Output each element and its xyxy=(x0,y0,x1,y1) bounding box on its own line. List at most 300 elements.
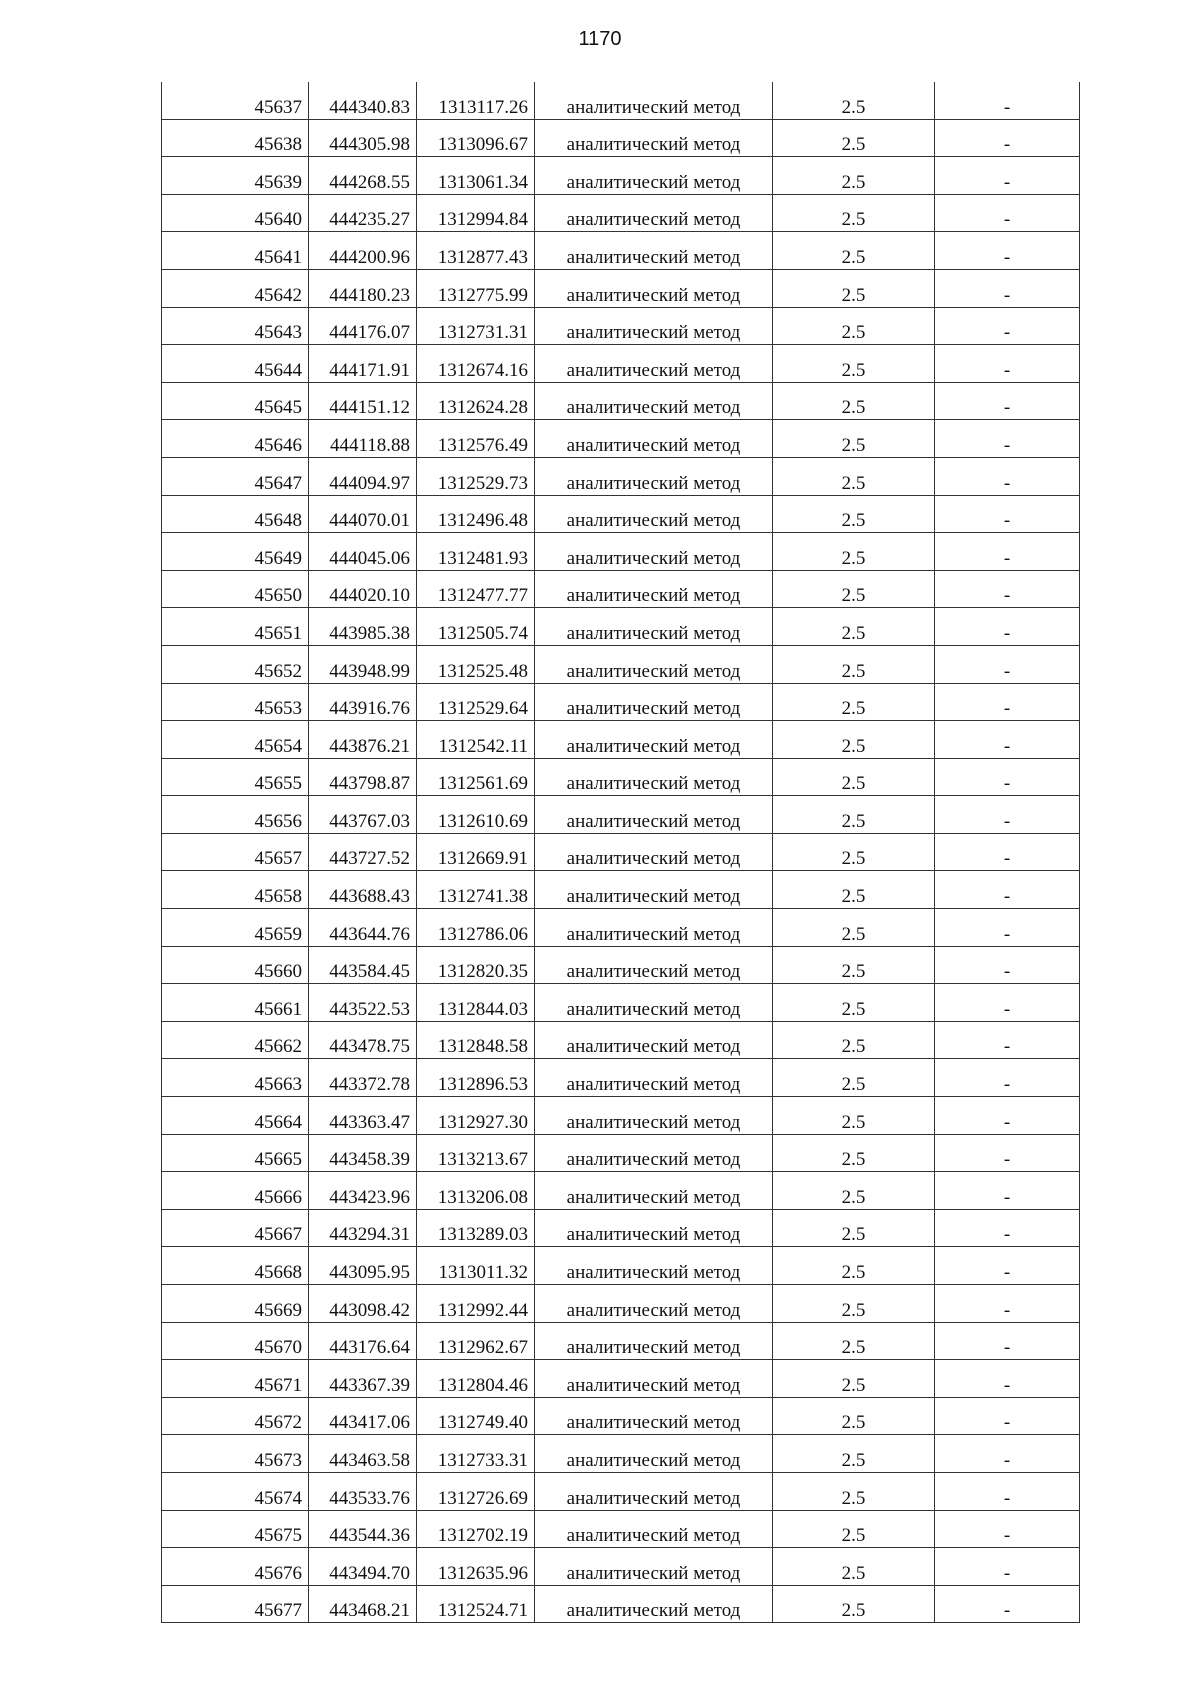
cell-text: - xyxy=(1003,1036,1011,1058)
point-number-cell xyxy=(162,645,309,683)
cell-text: 1313117.26 xyxy=(438,96,528,118)
cell-text: аналитический метод xyxy=(566,1224,741,1246)
method-cell xyxy=(535,946,773,984)
cell-text: 443533.76 xyxy=(329,1487,410,1509)
y-coordinate-cell xyxy=(417,871,535,909)
table-body xyxy=(162,82,1080,1623)
cell-text: 45674 xyxy=(254,1487,302,1509)
cell-text: 1312674.16 xyxy=(437,359,528,381)
accuracy-cell xyxy=(773,345,935,383)
cell-text: 2.5 xyxy=(841,735,866,757)
cell-text: - xyxy=(1003,359,1011,381)
point-number-cell xyxy=(162,345,309,383)
cell-text: - xyxy=(1003,397,1011,419)
cell-text: - xyxy=(1003,1111,1011,1133)
y-coordinate-cell xyxy=(417,382,535,420)
point-number-cell xyxy=(162,269,309,307)
cell-text: 45645 xyxy=(254,397,302,419)
note-cell xyxy=(935,984,1080,1022)
cell-text: 1312496.48 xyxy=(437,510,528,532)
cell-text: 45677 xyxy=(254,1600,302,1622)
y-coordinate-cell xyxy=(417,1360,535,1398)
cell-text: аналитический метод xyxy=(566,810,741,832)
cell-text: 2.5 xyxy=(841,1487,866,1509)
cell-text: 444118.88 xyxy=(329,434,410,456)
point-number-cell xyxy=(162,1548,309,1586)
note-cell xyxy=(935,420,1080,458)
cell-text: аналитический метод xyxy=(566,510,741,532)
cell-text: 45639 xyxy=(254,171,302,193)
accuracy-cell xyxy=(773,1285,935,1323)
cell-text: 2.5 xyxy=(841,134,866,156)
cell-text: - xyxy=(1003,1149,1011,1171)
y-coordinate-cell xyxy=(417,307,535,345)
cell-text: аналитический метод xyxy=(566,547,741,569)
y-coordinate-cell xyxy=(417,608,535,646)
cell-text: 45657 xyxy=(254,848,302,870)
cell-text: 2.5 xyxy=(841,660,866,682)
x-coordinate-cell xyxy=(309,119,417,157)
table-row xyxy=(162,533,1080,571)
cell-text: 443767.03 xyxy=(329,810,410,832)
cell-text: 1312844.03 xyxy=(437,998,528,1020)
y-coordinate-cell xyxy=(417,157,535,195)
cell-text: 45650 xyxy=(254,585,302,607)
cell-text: - xyxy=(1003,322,1011,344)
cell-text: 2.5 xyxy=(841,1036,866,1058)
point-number-cell xyxy=(162,1397,309,1435)
cell-text: аналитический метод xyxy=(566,434,741,456)
cell-text: аналитический метод xyxy=(566,1074,741,1096)
cell-text: - xyxy=(1003,1074,1011,1096)
y-coordinate-cell xyxy=(417,1397,535,1435)
cell-text: 2.5 xyxy=(841,96,866,118)
table-row xyxy=(162,1548,1080,1586)
accuracy-cell xyxy=(773,1059,935,1097)
cell-text: 45643 xyxy=(254,322,302,344)
cell-text: аналитический метод xyxy=(566,1299,741,1321)
cell-text: - xyxy=(1003,735,1011,757)
cell-text: 443463.58 xyxy=(329,1449,410,1471)
x-coordinate-cell xyxy=(309,1285,417,1323)
cell-text: - xyxy=(1003,1224,1011,1246)
x-coordinate-cell xyxy=(309,345,417,383)
table-row xyxy=(162,232,1080,270)
cell-text: аналитический метод xyxy=(566,848,741,870)
cell-text: 443644.76 xyxy=(329,923,410,945)
point-number-cell xyxy=(162,871,309,909)
accuracy-cell xyxy=(773,157,935,195)
table-row xyxy=(162,307,1080,345)
cell-text: 2.5 xyxy=(841,886,866,908)
y-coordinate-cell xyxy=(417,1134,535,1172)
cell-text: 444305.98 xyxy=(329,134,410,156)
method-cell xyxy=(535,345,773,383)
method-cell xyxy=(535,119,773,157)
cell-text: - xyxy=(1003,1374,1011,1396)
method-cell xyxy=(535,457,773,495)
cell-text: 1312481.93 xyxy=(437,547,528,569)
accuracy-cell xyxy=(773,1134,935,1172)
cell-text: 45660 xyxy=(254,961,302,983)
method-cell xyxy=(535,1097,773,1135)
cell-text: аналитический метод xyxy=(566,96,741,118)
y-coordinate-cell xyxy=(417,1472,535,1510)
point-number-cell xyxy=(162,232,309,270)
method-cell xyxy=(535,608,773,646)
cell-text: - xyxy=(1003,134,1011,156)
y-coordinate-cell xyxy=(417,1510,535,1548)
method-cell xyxy=(535,533,773,571)
table-row xyxy=(162,1172,1080,1210)
y-coordinate-cell xyxy=(417,1548,535,1586)
cell-text: - xyxy=(1003,1299,1011,1321)
cell-text: 443468.21 xyxy=(329,1600,410,1622)
point-number-cell xyxy=(162,82,309,119)
x-coordinate-cell xyxy=(309,533,417,571)
y-coordinate-cell xyxy=(417,1322,535,1360)
cell-text: - xyxy=(1003,810,1011,832)
cell-text: 443098.42 xyxy=(329,1299,410,1321)
y-coordinate-cell xyxy=(417,1097,535,1135)
accuracy-cell xyxy=(773,382,935,420)
cell-text: 45669 xyxy=(254,1299,302,1321)
accuracy-cell xyxy=(773,1472,935,1510)
cell-text: 443727.52 xyxy=(329,848,410,870)
y-coordinate-cell xyxy=(417,721,535,759)
point-number-cell xyxy=(162,1435,309,1473)
x-coordinate-cell xyxy=(309,269,417,307)
x-coordinate-cell xyxy=(309,194,417,232)
cell-text: 45663 xyxy=(254,1074,302,1096)
note-cell xyxy=(935,871,1080,909)
table-row xyxy=(162,194,1080,232)
cell-text: - xyxy=(1003,998,1011,1020)
note-cell xyxy=(935,157,1080,195)
cell-text: 45668 xyxy=(254,1262,302,1283)
method-cell xyxy=(535,871,773,909)
x-coordinate-cell xyxy=(309,1435,417,1473)
point-number-cell xyxy=(162,608,309,646)
point-number-cell xyxy=(162,1510,309,1548)
y-coordinate-cell xyxy=(417,1285,535,1323)
accuracy-cell xyxy=(773,871,935,909)
note-cell xyxy=(935,495,1080,533)
cell-text: - xyxy=(1003,472,1011,494)
x-coordinate-cell xyxy=(309,307,417,345)
point-number-cell xyxy=(162,1247,309,1285)
cell-text: 45670 xyxy=(254,1337,302,1359)
cell-text: 443367.39 xyxy=(329,1374,410,1396)
cell-text: 45659 xyxy=(254,923,302,945)
method-cell xyxy=(535,1548,773,1586)
accuracy-cell xyxy=(773,570,935,608)
table-row xyxy=(162,1285,1080,1323)
point-number-cell xyxy=(162,457,309,495)
cell-text: 45672 xyxy=(254,1412,302,1434)
cell-text: 45675 xyxy=(254,1525,302,1547)
cell-text: - xyxy=(1003,622,1011,644)
cell-text: аналитический метод xyxy=(566,1111,741,1133)
accuracy-cell xyxy=(773,984,935,1022)
accuracy-cell xyxy=(773,608,935,646)
cell-text: 45671 xyxy=(254,1374,302,1396)
note-cell xyxy=(935,1172,1080,1210)
cell-text: аналитический метод xyxy=(566,1374,741,1396)
note-cell xyxy=(935,721,1080,759)
x-coordinate-cell xyxy=(309,1209,417,1247)
cell-text: 45653 xyxy=(254,698,302,720)
cell-text: 2.5 xyxy=(841,1149,866,1171)
cell-text: 45665 xyxy=(254,1149,302,1171)
cell-text: 2.5 xyxy=(841,773,866,795)
cell-text: 2.5 xyxy=(841,1262,866,1283)
y-coordinate-cell xyxy=(417,909,535,947)
x-coordinate-cell xyxy=(309,1472,417,1510)
cell-text: аналитический метод xyxy=(566,698,741,720)
note-cell xyxy=(935,533,1080,571)
cell-text: 444070.01 xyxy=(329,510,410,532)
cell-text: 443916.76 xyxy=(329,698,410,720)
method-cell xyxy=(535,796,773,834)
point-number-cell xyxy=(162,721,309,759)
table-row xyxy=(162,82,1080,119)
cell-text: аналитический метод xyxy=(566,773,741,795)
cell-text: аналитический метод xyxy=(566,622,741,644)
cell-text: 444045.06 xyxy=(329,547,410,569)
table-row xyxy=(162,1209,1080,1247)
accuracy-cell xyxy=(773,533,935,571)
cell-text: - xyxy=(1003,886,1011,908)
table-row xyxy=(162,1510,1080,1548)
y-coordinate-cell xyxy=(417,82,535,119)
cell-text: 2.5 xyxy=(841,923,866,945)
note-cell xyxy=(935,1548,1080,1586)
cell-text: 443458.39 xyxy=(329,1149,410,1171)
x-coordinate-cell xyxy=(309,1360,417,1398)
accuracy-cell xyxy=(773,1435,935,1473)
table-row xyxy=(162,1134,1080,1172)
cell-text: 2.5 xyxy=(841,1412,866,1434)
point-number-cell xyxy=(162,1059,309,1097)
cell-text: 2.5 xyxy=(841,1111,866,1133)
point-number-cell xyxy=(162,758,309,796)
y-coordinate-cell xyxy=(417,345,535,383)
cell-text: аналитический метод xyxy=(566,134,741,156)
point-number-cell xyxy=(162,1172,309,1210)
accuracy-cell xyxy=(773,420,935,458)
cell-text: - xyxy=(1003,246,1011,268)
cell-text: аналитический метод xyxy=(566,1036,741,1058)
cell-text: 45646 xyxy=(254,434,302,456)
table-row xyxy=(162,420,1080,458)
cell-text: 443095.95 xyxy=(329,1262,410,1283)
note-cell xyxy=(935,833,1080,871)
cell-text: 1312542.11 xyxy=(438,735,528,757)
table-row xyxy=(162,984,1080,1022)
y-coordinate-cell xyxy=(417,495,535,533)
cell-text: 45637 xyxy=(254,96,302,118)
x-coordinate-cell xyxy=(309,1134,417,1172)
cell-text: 1312848.58 xyxy=(437,1036,528,1058)
note-cell xyxy=(935,1285,1080,1323)
point-number-cell xyxy=(162,796,309,834)
y-coordinate-cell xyxy=(417,796,535,834)
cell-text: аналитический метод xyxy=(566,246,741,268)
accuracy-cell xyxy=(773,758,935,796)
cell-text: 1312561.69 xyxy=(437,773,528,795)
point-number-cell xyxy=(162,307,309,345)
accuracy-cell xyxy=(773,1247,935,1285)
method-cell xyxy=(535,1397,773,1435)
accuracy-cell xyxy=(773,119,935,157)
method-cell xyxy=(535,1435,773,1473)
cell-text: 443948.99 xyxy=(329,660,410,682)
cell-text: 1312962.67 xyxy=(437,1337,528,1359)
cell-text: - xyxy=(1003,585,1011,607)
cell-text: 2.5 xyxy=(841,1449,866,1471)
table-row xyxy=(162,1247,1080,1285)
cell-text: 45651 xyxy=(254,622,302,644)
cell-text: 1312731.31 xyxy=(437,322,528,344)
table-row xyxy=(162,721,1080,759)
accuracy-cell xyxy=(773,1585,935,1623)
table-row xyxy=(162,683,1080,721)
method-cell xyxy=(535,645,773,683)
cell-text: 1312529.64 xyxy=(437,698,528,720)
note-cell xyxy=(935,1585,1080,1623)
cell-text: 1312624.28 xyxy=(437,397,528,419)
cell-text: 2.5 xyxy=(841,622,866,644)
method-cell xyxy=(535,1285,773,1323)
x-coordinate-cell xyxy=(309,1247,417,1285)
cell-text: 2.5 xyxy=(841,322,866,344)
cell-text: 1312733.31 xyxy=(437,1449,528,1471)
point-number-cell xyxy=(162,1472,309,1510)
cell-text: 1312702.19 xyxy=(437,1525,528,1547)
y-coordinate-cell xyxy=(417,1435,535,1473)
x-coordinate-cell xyxy=(309,457,417,495)
cell-text: 444340.83 xyxy=(329,96,410,118)
point-number-cell xyxy=(162,833,309,871)
point-number-cell xyxy=(162,570,309,608)
cell-text: аналитический метод xyxy=(566,1600,741,1622)
cell-text: 1312505.74 xyxy=(437,622,528,644)
note-cell xyxy=(935,1209,1080,1247)
cell-text: - xyxy=(1003,848,1011,870)
cell-text: 2.5 xyxy=(841,547,866,569)
accuracy-cell xyxy=(773,645,935,683)
table-row xyxy=(162,457,1080,495)
cell-text: 2.5 xyxy=(841,848,866,870)
cell-text: 1313061.34 xyxy=(437,171,528,193)
method-cell xyxy=(535,833,773,871)
accuracy-cell xyxy=(773,1397,935,1435)
cell-text: 2.5 xyxy=(841,585,866,607)
note-cell xyxy=(935,608,1080,646)
cell-text: 1312576.49 xyxy=(437,434,528,456)
cell-text: аналитический метод xyxy=(566,585,741,607)
x-coordinate-cell xyxy=(309,232,417,270)
cell-text: 1313011.32 xyxy=(438,1262,528,1283)
cell-text: 1313206.08 xyxy=(437,1186,528,1208)
note-cell xyxy=(935,1134,1080,1172)
cell-text: 2.5 xyxy=(841,1186,866,1208)
cell-text: 443522.53 xyxy=(329,998,410,1020)
cell-text: 443584.45 xyxy=(329,961,410,983)
method-cell xyxy=(535,1472,773,1510)
method-cell xyxy=(535,232,773,270)
y-coordinate-cell xyxy=(417,645,535,683)
point-number-cell xyxy=(162,1134,309,1172)
cell-text: 1312786.06 xyxy=(437,923,528,945)
cell-text: 45656 xyxy=(254,810,302,832)
cell-text: 2.5 xyxy=(841,246,866,268)
note-cell xyxy=(935,457,1080,495)
cell-text: - xyxy=(1003,1600,1011,1622)
table-row xyxy=(162,157,1080,195)
cell-text: 45655 xyxy=(254,773,302,795)
accuracy-cell xyxy=(773,194,935,232)
x-coordinate-cell xyxy=(309,1021,417,1059)
cell-text: 1312804.46 xyxy=(437,1374,528,1396)
y-coordinate-cell xyxy=(417,457,535,495)
note-cell xyxy=(935,570,1080,608)
x-coordinate-cell xyxy=(309,1510,417,1548)
y-coordinate-cell xyxy=(417,946,535,984)
cell-text: - xyxy=(1003,1525,1011,1547)
cell-text: 444235.27 xyxy=(329,209,410,231)
table-row xyxy=(162,833,1080,871)
cell-text: 1312524.71 xyxy=(437,1600,528,1622)
y-coordinate-cell xyxy=(417,1059,535,1097)
cell-text: 45661 xyxy=(254,998,302,1020)
cell-text: 443688.43 xyxy=(329,886,410,908)
cell-text: 444200.96 xyxy=(329,246,410,268)
cell-text: 45640 xyxy=(254,209,302,231)
cell-text: 443294.31 xyxy=(329,1224,410,1246)
cell-text: 1312741.38 xyxy=(437,886,528,908)
note-cell xyxy=(935,307,1080,345)
cell-text: 1312927.30 xyxy=(437,1111,528,1133)
cell-text: аналитический метод xyxy=(566,171,741,193)
table-row xyxy=(162,1472,1080,1510)
note-cell xyxy=(935,1059,1080,1097)
accuracy-cell xyxy=(773,82,935,119)
cell-text: - xyxy=(1003,660,1011,682)
point-number-cell xyxy=(162,533,309,571)
accuracy-cell xyxy=(773,1097,935,1135)
cell-text: 2.5 xyxy=(841,1337,866,1359)
cell-text: аналитический метод xyxy=(566,1487,741,1509)
cell-text: 2.5 xyxy=(841,1224,866,1246)
y-coordinate-cell xyxy=(417,119,535,157)
cell-text: 45641 xyxy=(254,246,302,268)
note-cell xyxy=(935,909,1080,947)
method-cell xyxy=(535,570,773,608)
method-cell xyxy=(535,1172,773,1210)
point-number-cell xyxy=(162,119,309,157)
x-coordinate-cell xyxy=(309,608,417,646)
method-cell xyxy=(535,307,773,345)
table-row xyxy=(162,1585,1080,1623)
method-cell xyxy=(535,82,773,119)
method-cell xyxy=(535,1247,773,1285)
cell-text: 1312669.91 xyxy=(437,848,528,870)
x-coordinate-cell xyxy=(309,833,417,871)
cell-text: 1312477.77 xyxy=(437,585,528,607)
table-row xyxy=(162,1360,1080,1398)
